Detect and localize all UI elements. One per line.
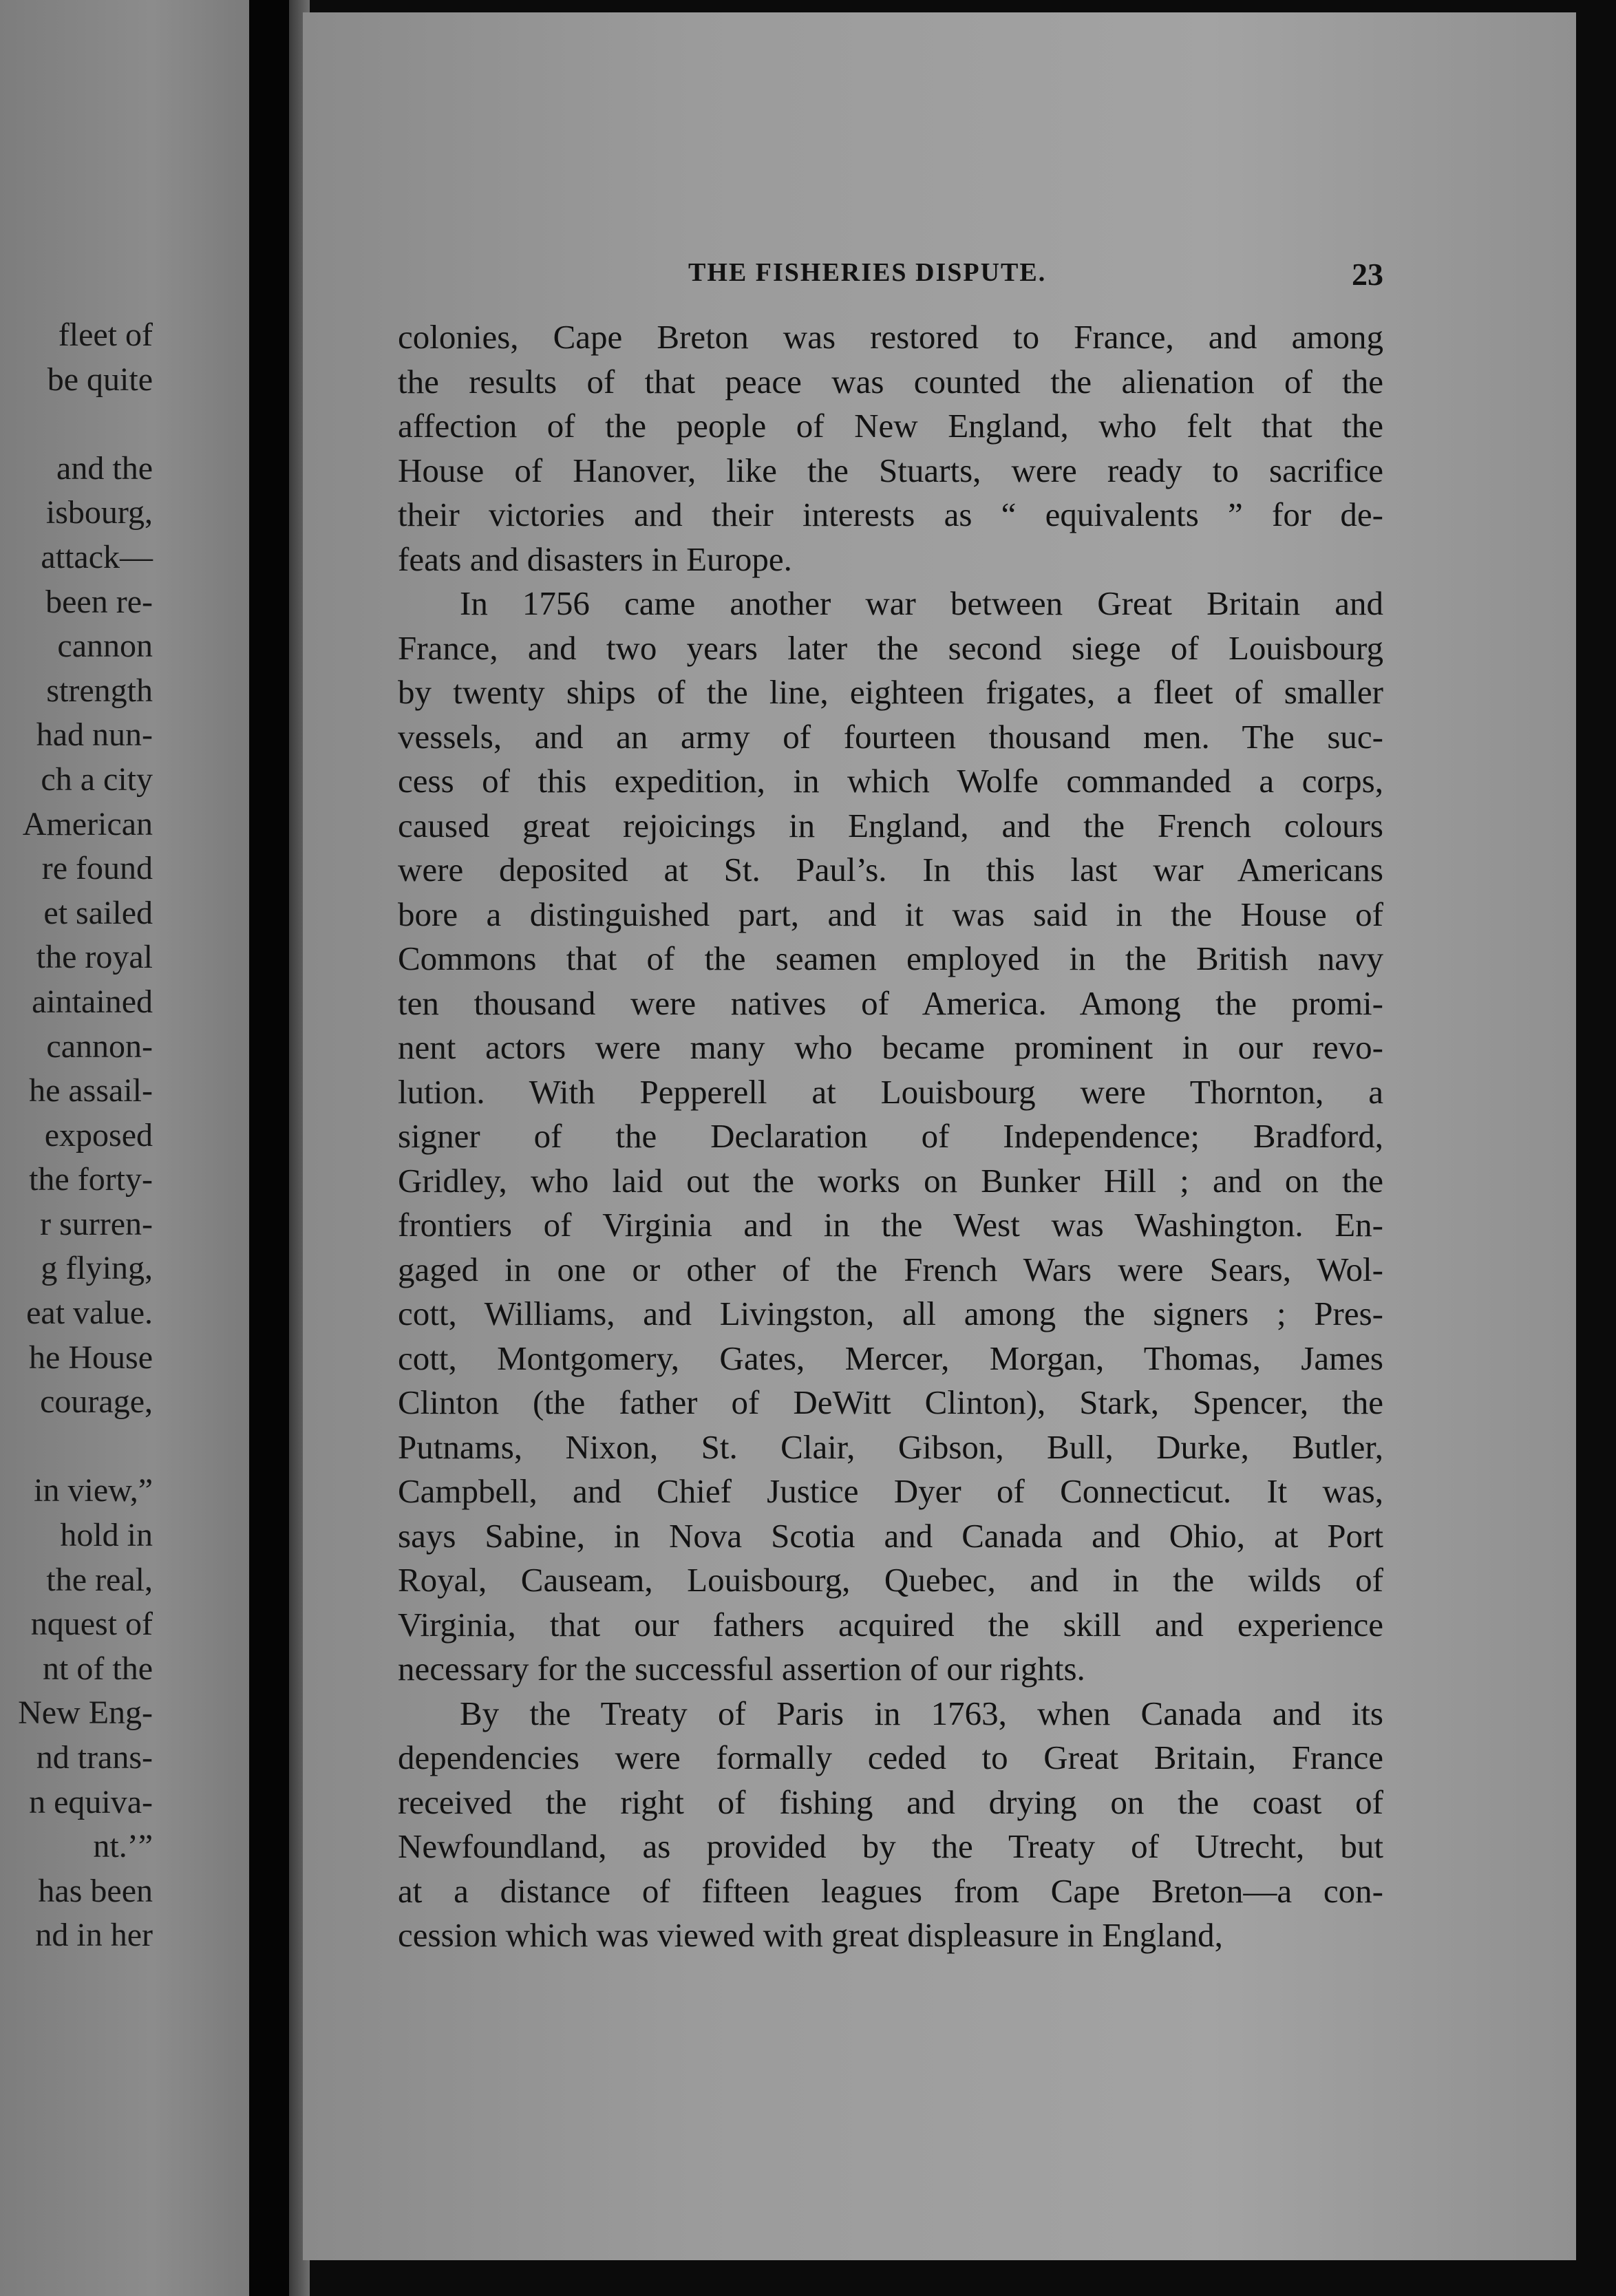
text-line: Putnams, Nixon, St. Clair, Gibson, Bull, Durke, Butler, (398, 1427, 1383, 1466)
left-page-line (0, 402, 153, 447)
left-page-line: n equiva- (29, 1783, 153, 1820)
text-line: says Sabine, in Nova Scotia and Canada and Ohio, at Port (398, 1516, 1383, 1555)
left-page-line: aintained (32, 983, 153, 1020)
text-line: ten thousand were natives of America. Among the promi- (398, 984, 1383, 1022)
text-line: bore a distinguished part, and it was said in the House of (398, 895, 1383, 933)
text-line: the results of that peace was counted the alienation of the (398, 362, 1383, 401)
left-page-line: nt.’” (93, 1828, 153, 1865)
right-margin-shadow (1576, 0, 1616, 2296)
left-page-line: he House (29, 1339, 153, 1376)
left-page-line: cannon- (46, 1028, 153, 1065)
text-line: France, and two years later the second siege of Louisbourg (398, 628, 1383, 667)
text-line: House of Hanover, like the Stuarts, were ready to sacrifice (398, 451, 1383, 489)
left-page-line: attack— (41, 538, 153, 575)
text-line: by twenty ships of the line, eighteen frigates, a fleet of smaller (398, 673, 1383, 711)
text-line: cott, Williams, and Livingston, all among the signers ; Pres- (398, 1295, 1383, 1332)
left-page-line: the royal (36, 939, 153, 976)
text-line: gaged in one or other of the French Wars were Sears, Wol- (398, 1250, 1383, 1288)
text-line: nent actors were many who became prominent in our revo- (398, 1028, 1383, 1066)
text-line: were deposited at St. Paul’s. In this last war Americans (398, 851, 1383, 889)
left-page-line: has been (38, 1872, 153, 1909)
text-line: Virginia, that our fathers acquired the skill and experience (398, 1605, 1383, 1644)
text-line: frontiers of Virginia and in the West was Washington. En- (398, 1206, 1383, 1244)
left-page-line: the forty- (29, 1161, 153, 1198)
text-line: cession which was viewed with great displeasure in England, (398, 1916, 1223, 1954)
text-line: their victories and their interests as “ equivalents ” for de- (398, 496, 1383, 533)
left-page-line: American (22, 805, 153, 842)
left-page-line: fleet of (58, 317, 153, 353)
text-line: signer of the Declaration of Independence; Bradford, (398, 1117, 1383, 1155)
text-line: Commons that of the seamen employed in the British navy (398, 939, 1383, 977)
left-page-line: nd trans- (36, 1739, 153, 1776)
left-page-line: ch a city (41, 761, 153, 798)
left-page-line: nquest of (30, 1606, 153, 1643)
left-page-line: isbourg, (45, 494, 153, 531)
running-head: THE FISHERIES DISPUTE. (688, 258, 1047, 287)
left-page (0, 0, 255, 2296)
text-line: By the Treaty of Paris in 1763, when Canada and its (460, 1694, 1383, 1732)
book-gutter (249, 0, 289, 2296)
left-page-line (0, 1425, 153, 1469)
text-line: at a distance of fifteen leagues from Cape Breton—a con- (398, 1871, 1383, 1910)
left-page-line: and the (56, 449, 153, 487)
left-page-text (0, 313, 153, 1958)
text-line: dependencies were formally ceded to Great Britain, France (398, 1739, 1383, 1776)
left-page-line: in view,” (34, 1472, 153, 1509)
paragraph (398, 582, 1383, 1692)
text-line: Newfoundland, as provided by the Treaty of Utrecht, but (398, 1827, 1383, 1865)
text-line: Gridley, who laid out the works on Bunker Hill ; and on the (398, 1161, 1383, 1200)
left-page-line: cannon (57, 628, 153, 665)
left-page-line: he assail- (29, 1072, 153, 1109)
left-page-line: New Eng- (18, 1694, 153, 1732)
text-line: colonies, Cape Breton was restored to France, and among (398, 318, 1383, 356)
left-page-line: courage, (40, 1383, 153, 1421)
left-page-line: eat value. (26, 1295, 153, 1332)
paragraph (398, 1692, 1383, 1958)
page-header (385, 257, 1383, 299)
text-line: feats and disasters in Europe. (398, 540, 792, 578)
left-page-line: re found (41, 850, 153, 887)
text-line: In 1756 came another war between Great Britain and (460, 584, 1383, 622)
left-page-line: et sailed (43, 894, 153, 931)
text-line: Clinton (the father of DeWitt Clinton), Stark, Spencer, the (398, 1383, 1383, 1421)
text-line: affection of the people of New England, who felt that the (398, 407, 1383, 445)
text-line: received the right of fishing and drying on the coast of (398, 1783, 1383, 1821)
left-page-line: nd in her (35, 1917, 153, 1954)
text-line: cess of this expedition, in which Wolfe commanded a corps, (398, 762, 1383, 800)
body-text (398, 315, 1383, 1958)
text-line: Campbell, and Chief Justice Dyer of Connecticut. It was, (398, 1472, 1383, 1510)
left-page-line: been re- (45, 583, 153, 620)
text-line: lution. With Pepperell at Louisbourg were Thornton, a (398, 1072, 1383, 1111)
text-line: cott, Montgomery, Gates, Mercer, Morgan, Thomas, James (398, 1339, 1383, 1377)
left-page-line: the real, (46, 1561, 153, 1598)
text-line: vessels, and an army of fourteen thousand men. The suc- (398, 717, 1383, 756)
left-page-line: be quite (47, 361, 153, 398)
text-line: necessary for the successful assertion of our rights. (398, 1650, 1085, 1688)
left-page-line: strength (46, 672, 153, 709)
text-line: Royal, Causeam, Louisbourg, Quebec, and in the wilds of (398, 1561, 1383, 1599)
left-page-line: r surren- (40, 1205, 153, 1242)
page-number: 23 (1352, 257, 1383, 292)
left-page-line: nt of the (43, 1650, 153, 1687)
left-page-line: exposed (44, 1116, 153, 1154)
left-page-line: hold in (60, 1517, 153, 1554)
left-page-line: had nun- (36, 716, 153, 754)
left-page-line: g flying, (41, 1250, 153, 1287)
text-line: caused great rejoicings in England, and the French colours (398, 806, 1383, 844)
paragraph (398, 315, 1383, 582)
